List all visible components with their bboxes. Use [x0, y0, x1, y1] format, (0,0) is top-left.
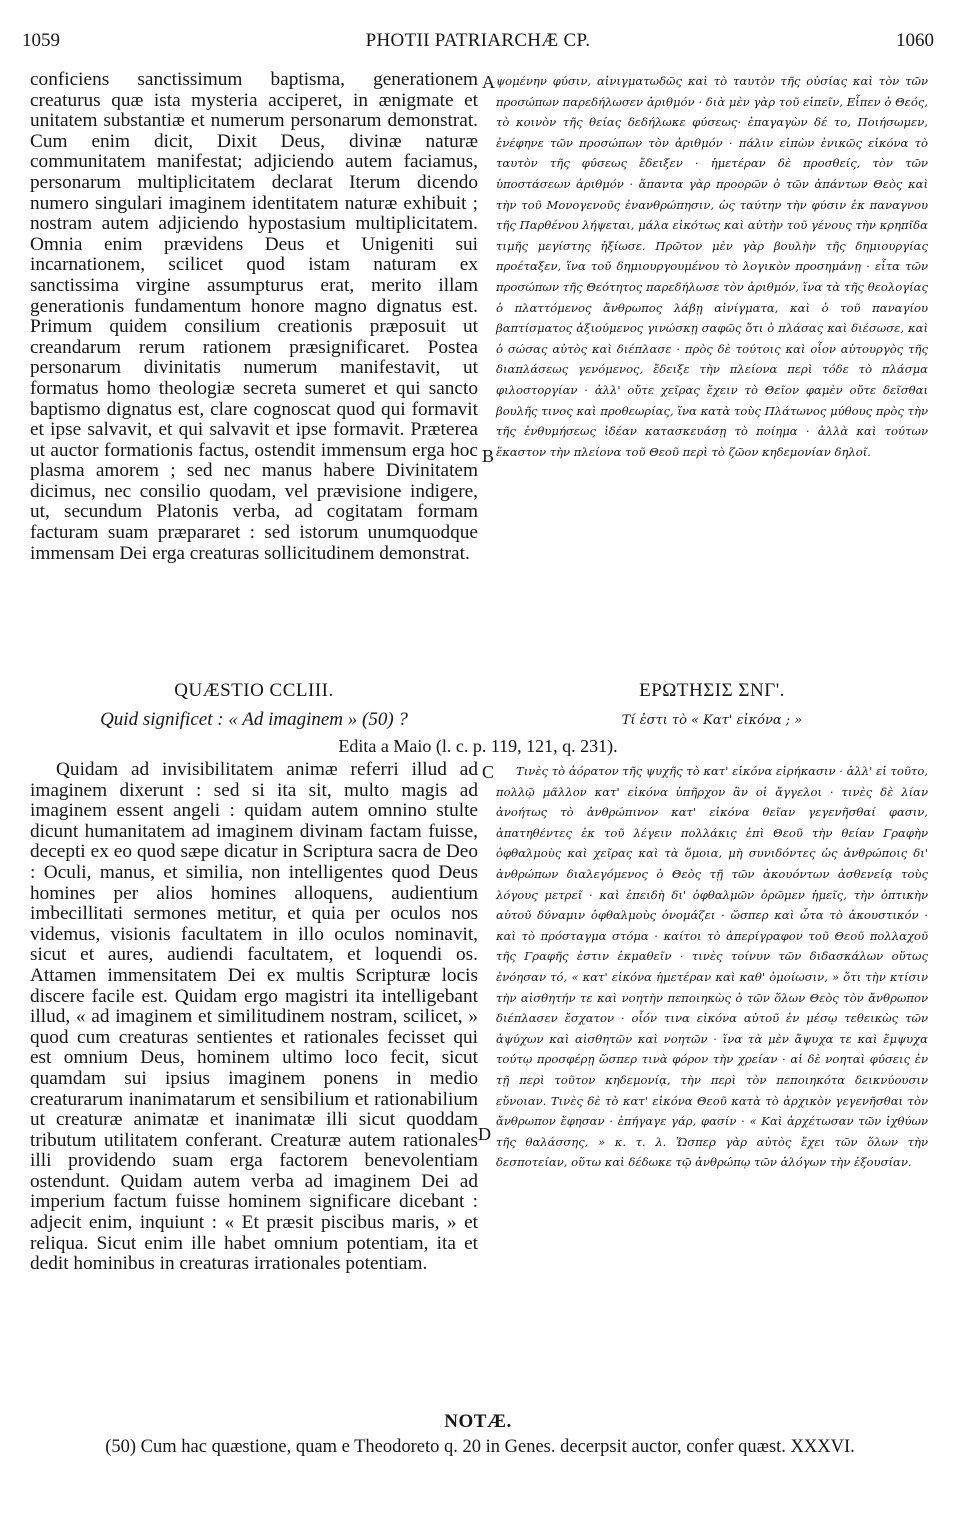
greek-paragraph-bottom: Τινὲς τὸ ἀόρατον τῆς ψυχῆς τὸ κατ' εἰκόνα εἰρήκασιν · ἀλλ' εἰ τοῦτο, πολλῷ μᾶλλον κατ' εἰκόνα ὑπῆρχον ἂν οἱ ἄγγελοι · τινὲς δὲ λίαν ἀνοήτως τὸ ἀνθρώπινον κατ' εἰκόνα θεῖαν γεγενῆσθαί φασιν, ἀπατηθέντες ἐκ τοῦ λέγειν πολλάκις ἐπὶ Θεοῦ τὴν θείαν Γραφὴν ὀφθαλμοὺς καὶ χεῖρας καὶ τὰ ὅμοια, μὴ συνιδόντες ὡς ἀνθρώποις δι' ἀνθρώπων διαλεγόμενος ὁ Θεὸς τῇ τῶν ἀκουόντων ἀσθενείᾳ τοὺς λόγους μετρεῖ · καὶ ἐπειδὴ δι' ὀφθαλμῶν ὁρῶμεν ἡμεῖς, τὴν ὀπτικὴν αὐτοῦ δύναμιν ὀφθαλμοὺς ὀνομάζει · ὥσπερ καὶ ὦτα τὸ ἀκουστικόν · καὶ τὸ πρόσταγμα στόμα · καίτοι τὸ ἀπερίγραφον τοῦ Θεοῦ πολλαχοῦ τῆς Γραφῆς ἐστιν ἐκμαθεῖν · τινὲς τοίνυν τῶν διδασκάλων οὕτως ἐνόησαν τό, « κατ' εἰκόνα ἡμετέραν καὶ καθ' ὁμοίωσιν, » ὅτι τὴν κτίσιν τὴν αἰσθητήν τε καὶ νοητὴν πεποιηκὼς ὁ τῶν ὅλων Θεὸς τὸν ἄνθρωπον διέπλασεν ἔσχατον · οἷόν τινα εἰκόνα αὐτοῦ ἐν μέσῳ τεθεικὼς τῶν ἀψύχων καὶ αἰσθητῶν καὶ νοητῶν · ἵνα τὰ μὲν ἄψυχα τε καὶ ἔμψυχα τούτῳ προσφέρῃ ὥσπερ τινὰ φόρον τὴν χρείαν · αἱ δὲ νοηταὶ φύσεις ἐν τῇ περὶ τοῦτον κηδεμονίᾳ, τὴν περὶ τὸν πεποιηκότα δεικνύουσιν εὔνοιαν. Τινὲς δὲ τὸ κατ' εἰκόνα Θεοῦ κατὰ τὸ ἀρχικὸν γεγενῆσθαι τὸν ἄνθρωπον ἔφησαν · ἐπήγαγε γάρ, φασίν · « Καὶ ἀρχέτωσαν τῶν ἰχθύων τῆς θαλάσσης, » κ. τ. λ. Ὥσπερ γὰρ αὐτὸς ἔχει τῶν ὅλων τὴν δεσποτείαν, οὕτω καὶ δέδωκε τῷ ἀνθρώπῳ τῶν ἀλόγων τὴν ἐξουσίαν. [496, 764, 928, 1170]
notes-title: NOTÆ. [444, 1411, 512, 1432]
running-title: PHOTII PATRIARCHÆ CP. [365, 30, 591, 51]
greek-question-subtitle: Τί ἐστι τὸ « Κατ' εἰκόνα ; » [621, 713, 803, 728]
section-marker-d: D [478, 1124, 491, 1144]
latin-paragraph-bottom: Quidam ad invisibilitatem animæ referri illud ad imaginem dixerunt : sed si ita sit, multo magis ad imaginem essent angeli : quidam autem omnino stulte dicunt humanitatem ad imaginem divinam factam fuisse, decepti ex eo quod sæpe dicatur in Scriptura sacra de Deo : Oculi, manus, et similia, non intelligentes quod Deus homines per alios homines alloquens, audientium imbecillitati sermones metitur, et quia per oculos nos videmus, visionis facultatem in illo oculos nominavit, sicut et aures, audiendi facultatem, et loquendi os. Attamen immensitatem Dei ex multis Scripturæ locis discere facile est. Quidam ergo magistri ita intelligebant illud, « ad imaginem et similitudinem nostram, scilicet, » quod cum creaturas sentientes et rationales fecisset qui est omnium Deus, hominem ultimo loco fecit, sicut quamdam sui ipsius imaginem ponens in medio creaturarum inanimatarum et sensibilium et rationabilium ut creaturæ animatæ et inanimatæ illi sicut quoddam tributum utilitatem conferant. Creaturæ autem rationales illi providendo suam erga factorem benevolentiam ostendunt. Quidam autem verba ad imaginem Dei ad imperium factum fuisse hominem significare dicebant : adjecit enim, inquiunt : « Et præsit piscibus maris, » et reliqua. Sicut enim ille habet omnium potentiam, ita et dedit hominibus in creaturas irrationales potentiam. [30, 759, 478, 1275]
source-edition-line: Edita a Maio (l. c. p. 119, 121, q. 231). [338, 736, 618, 756]
page-header [22, 30, 934, 58]
latin-question-subtitle [30, 709, 478, 731]
section-marker-b: B [482, 446, 495, 466]
latin-paragraph-top: conficiens sanctissimum baptisma, generationem creaturus quæ ista mysteria acciperet, in ænigmate et unitatem substantiæ et numerum personarum demonstrat. Cum enim dicit, Dixit Deus, divinæ naturæ communitatem manifestat; adjiciendo autem faciamus, personarum multiplicitatem declarat Iterum dicendo numero singulari imaginem identitatem naturæ exhibuit ; nostram autem adjiciendo hypostasium multiplicitatem. Omnia enim prævidens Deus et Unigeniti sui incarnationem, scilicet quod istam naturam ex sanctissima virgine assumpturus erat, merito illam generationis fundamentum honore magno dignatus est. Primum quidem consilium creationis præposuit ut creandarum rerum rationem præsignificaret. Postea personarum divinitatis numerum manifestavit, ut formatus homo theologiæ secreta sumeret et qui sancto baptismo dignatus est, clare cognoscat quod qui formavit et ipse salvavit, et qui salvavit et ipse formavit. Præterea ut auctor formationis factus, ostendit immensum erga hoc plasma amorem ; sed nec manus habere Divinitatem dicimus, nec consilio quodam, vel prævisione indigere, ut, secundum Platonis verba, ad cogitatam formam facturam suam præpararet : sed istorum unumquodque immensam Dei erga creaturas sollicitudinem demonstrat. [30, 69, 478, 564]
latin-subtitle-text: Quid significet : « Ad imaginem » (50) ? [100, 709, 408, 730]
latin-question-title: QUÆSTIO CCLIII. [174, 680, 334, 701]
greek-question-title: ΕΡΩΤΗΣΙΣ ΣΝΓ'. [639, 680, 785, 701]
greek-column-top [496, 71, 928, 462]
latin-column-bottom [30, 760, 478, 1275]
section-marker-c: C [482, 762, 495, 782]
greek-paragraph-top: ψομένην φύσιν, αἰνιγματωδῶς καὶ τὸ ταυτὸν τῆς οὐσίας καὶ τὸν τῶν προσώπων παρεδήλωσεν ἀριθμόν · διὰ μὲν γὰρ τοῦ εἰπεῖν, Εἶπεν ὁ Θεός, τὸ κοινὸν τῆς θείας δεδήλωκε φύσεως· ἐπαγαγὼν δέ το, Ποιήσωμεν, ἐνέφηνε τῶν προσώπων τὸν ἀριθμόν · πάλιν εἰπὼν ἑνικῶς εἰκόνα τὸ ταυτὸν τῆς φύσεως ἔδειξεν · ἡμετέραν δὲ προσθείς, τὸν τῶν ὑποστάσεων ἀριθμόν · ἅπαντα γὰρ προορῶν ὁ τῶν ἁπάντων Θεὸς καὶ τὴν τοῦ Μονογενοῦς ἐνανθρώπησιν, ὡς ταύτην τὴν φύσιν ἐκ παναγνου τῆς Παρθένου λήψεται, μάλα εἰκότως καὶ αὐτὴν τοῦ γένους τὴν κρηπῖδα τιμῆς μεγίστης ἠξίωσε. Πρῶτον μὲν γὰρ βουλὴν τῆς δημιουργίας προέταξεν, ἵνα τοῦ δημιουργουμένου τὸ λογικὸν προσημάνῃ · εἶτα τῶν προσώπων τῆς Θεότητος παρεδήλωσε τὸν ἀριθμόν, ἵνα τὰ τῆς θεολογίας ὁ πλαττόμενος ἄνθρωπος λάβῃ αἰνίγματα, καὶ ὁ τοῦ παναγίου βαπτίσματος ἀξιούμενος γινώσκῃ σαφῶς ὅτι ὁ πλάσας καὶ διέσωσε, καὶ ὁ σώσας αὐτὸς καὶ διέπλασε · πρὸς δὲ τούτοις καὶ οἷον αὐτουργὸς τῆς διαπλάσεως γενόμενος, ἔδειξε τὴν πλείονα περὶ τόδε τὸ πλάσμα φιλοστοργίαν · ἀλλ' οὔτε χεῖρας ἔχειν τὸ Θεῖον φαμὲν οὔτε δεῖσθαι βουλῆς τινος καὶ προθεωρίας, ἵνα κατὰ τοὺς Πλάτωνος μύθους πρὸς τὴν τῆς ἐνθυμήσεως ἰδέαν κατασκευάσῃ τὸ ποίημα · ἀλλὰ καὶ τούτων ἕκαστον τὴν πλείονα τοῦ Θεοῦ περὶ τὸ ζῶον κηδεμονίαν δηλοῖ. [496, 74, 928, 459]
greek-column-bottom [496, 761, 928, 1173]
right-page-number: 1060 [896, 30, 934, 51]
footnote-50: (50) Cum hac quæstione, quam e Theodoreto q. 20 in Genes. decerpsit auctor, confer quæst. XXXVI. [105, 1437, 855, 1457]
latin-column-top [30, 70, 478, 564]
section-marker-a: A [482, 72, 495, 92]
left-page-number: 1059 [22, 30, 60, 51]
